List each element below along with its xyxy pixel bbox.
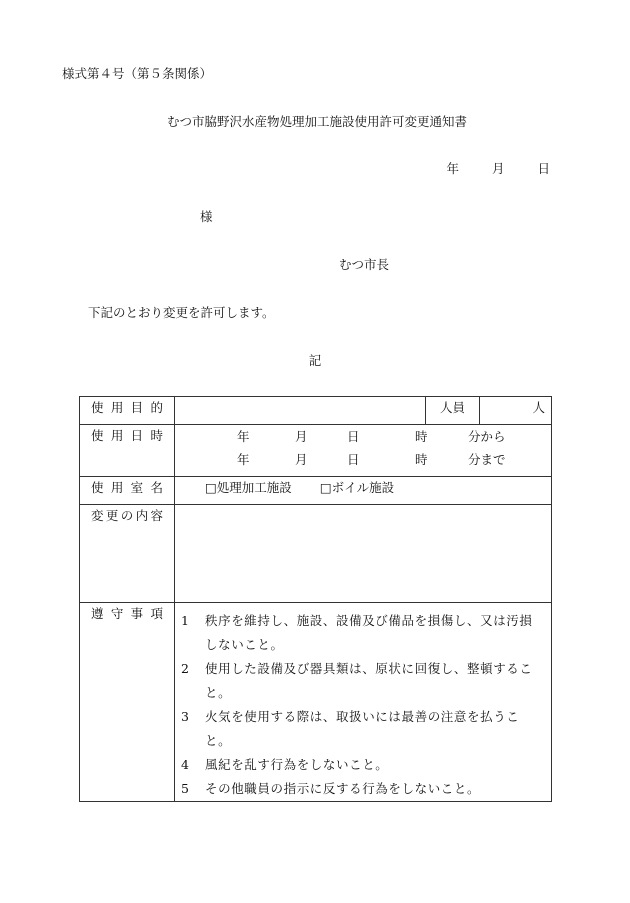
purpose-label: 使用目的 [91, 400, 163, 415]
datetime-end-line [175, 448, 551, 471]
rule-text: 火気を使用する際は、取扱いには最善の注意を払うこと。 [205, 709, 520, 748]
room-label-cell [80, 477, 175, 505]
start-minute-label: 分から [468, 429, 506, 444]
rule-item [181, 609, 545, 657]
changes-label-cell [80, 505, 175, 603]
rule-item [181, 777, 545, 801]
datetime-start-line [175, 425, 551, 448]
rule-number: 4 [181, 757, 189, 772]
datetime-label-cell [80, 425, 175, 477]
body-text: 下記のとおり変更を許可します。 [88, 305, 275, 320]
people-value-field[interactable] [480, 397, 552, 425]
rule-number: 3 [181, 709, 189, 724]
room-row [80, 477, 552, 505]
rule-item [181, 753, 545, 777]
rule-number: 1 [181, 613, 189, 628]
issuer-name: むつ市長 [339, 257, 390, 272]
end-year-label: 年 [237, 452, 250, 467]
changes-row [80, 505, 552, 603]
people-unit: 人 [532, 400, 545, 415]
date-day-label: 日 [537, 161, 550, 176]
purpose-label-cell [80, 397, 175, 425]
datetime-row [80, 425, 552, 477]
changes-value-field[interactable] [175, 505, 552, 603]
rule-item [181, 705, 545, 753]
issue-date [446, 163, 550, 176]
purpose-row [80, 397, 552, 425]
rules-label-cell [80, 603, 175, 802]
rule-text: 使用した設備及び器具類は、原状に回復し、整頓すること。 [205, 661, 533, 700]
end-day-label: 日 [347, 452, 360, 467]
start-day-label: 日 [347, 429, 360, 444]
addressee-suffix: 様 [200, 209, 213, 224]
start-year-label: 年 [237, 429, 250, 444]
end-hour-label: 時 [415, 452, 428, 467]
document-title: むつ市脇野沢水産物処理加工施設使用許可変更通知書 [166, 114, 467, 129]
datetime-label: 使用日時 [91, 428, 163, 443]
rule-text: 風紀を乱す行為をしないこと。 [205, 757, 389, 772]
people-label: 人員 [440, 400, 466, 415]
people-label-cell [426, 397, 480, 425]
start-month-label: 月 [295, 429, 308, 444]
end-minute-label: 分まで [468, 452, 506, 467]
room-option-processing-checkbox[interactable]: □処理加工施設 [205, 480, 292, 495]
permit-change-table [79, 396, 552, 802]
rules-list [175, 603, 552, 802]
changes-label: 変更の内容 [91, 508, 163, 523]
rules-label: 遵守事項 [91, 606, 163, 621]
date-year-label: 年 [446, 161, 459, 176]
end-month-label: 月 [295, 452, 308, 467]
rule-number: 2 [181, 661, 189, 676]
room-label: 使用室名 [91, 480, 163, 495]
room-option-boil-checkbox[interactable]: □ボイル施設 [319, 480, 395, 495]
ki-heading: 記 [308, 353, 322, 368]
rule-number: 5 [181, 781, 189, 796]
rule-text: 秩序を維持し、施設、設備及び備品を損傷し、又は汚損しないこと。 [205, 613, 533, 652]
rules-row [80, 603, 552, 802]
datetime-value-field[interactable] [175, 425, 552, 477]
start-hour-label: 時 [415, 429, 428, 444]
rule-item [181, 657, 545, 705]
date-month-label: 月 [491, 161, 505, 176]
form-number: 様式第４号（第５条関係） [62, 66, 213, 81]
room-options [175, 477, 552, 505]
purpose-value-field[interactable] [175, 397, 426, 425]
rule-text: その他職員の指示に反する行為をしないこと。 [205, 781, 481, 796]
